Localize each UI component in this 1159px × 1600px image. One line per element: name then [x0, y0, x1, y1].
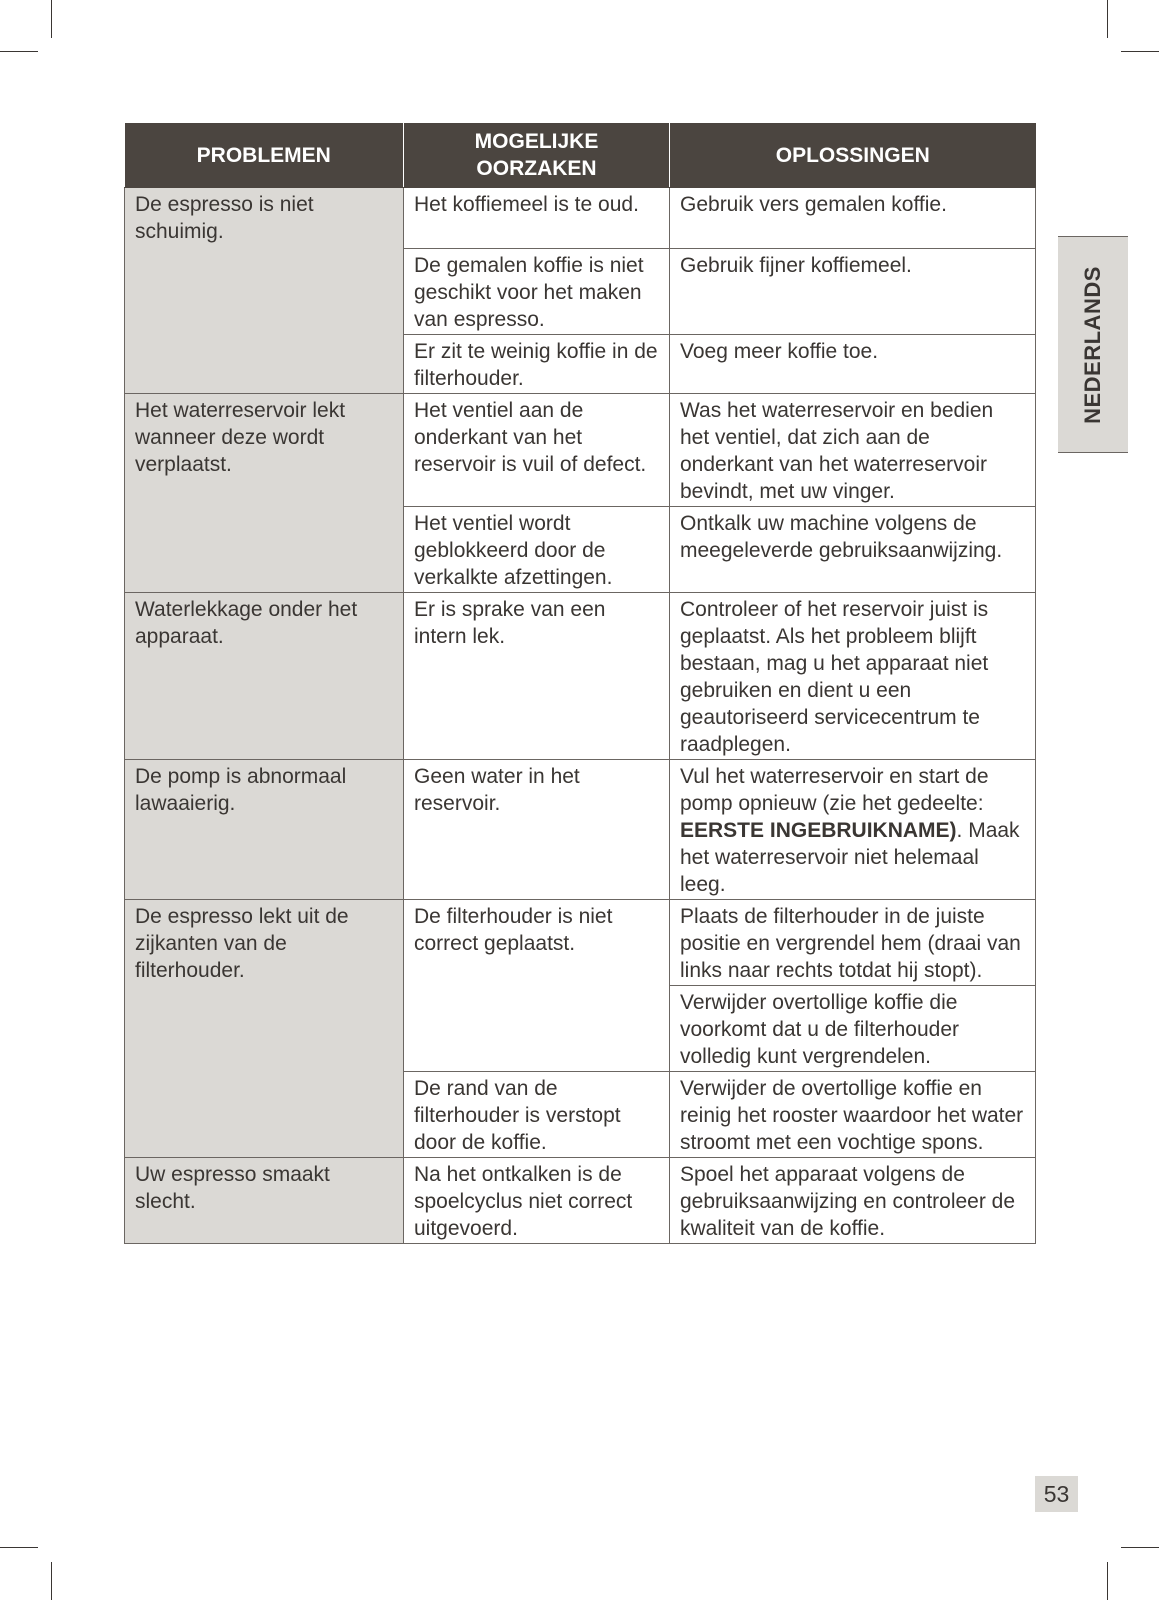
crop-mark: [1107, 1562, 1108, 1600]
header-solutions: OPLOSSINGEN: [670, 123, 1036, 188]
cause-cell: De filterhouder is niet correct geplaatst.: [404, 900, 670, 1072]
cause-cell: De gemalen koffie is niet geschikt voor het maken van espresso.: [404, 249, 670, 335]
solution-cell: Voeg meer koffie toe.: [670, 335, 1036, 394]
problem-cell: Uw espresso smaakt slecht.: [125, 1158, 404, 1244]
solution-cell: Spoel het apparaat volgens de gebruiksaanwijzing en controleer de kwaliteit van de koffie.: [670, 1158, 1036, 1244]
solution-cell: Verwijder de overtollige koffie en reinig het rooster waardoor het water stroomt met een vochtige spons.: [670, 1072, 1036, 1158]
table-row: [125, 394, 1036, 507]
section-reference: EERSTE INGEBRUIKNAME): [680, 819, 957, 842]
table-row: [125, 900, 1036, 986]
crop-mark: [1107, 0, 1108, 38]
page-number: 53: [1035, 1476, 1078, 1512]
problem-cell: Het waterreservoir lekt wanneer deze wordt verplaatst.: [125, 394, 404, 593]
solution-cell: [670, 760, 1036, 900]
solution-cell: Was het waterreservoir en bedien het ventiel, dat zich aan de onderkant van het waterreservoir bevindt, met uw vinger.: [670, 394, 1036, 507]
solution-cell: Plaats de filterhouder in de juiste positie en vergrendel hem (draai van links naar rechts totdat hij stopt).: [670, 900, 1036, 986]
table-row: [125, 760, 1036, 900]
solution-cell: Gebruik fijner koffiemeel.: [670, 249, 1036, 335]
cause-cell: De rand van de filterhouder is verstopt door de koffie.: [404, 1072, 670, 1158]
language-label: NEDERLANDS: [1080, 265, 1106, 424]
crop-mark: [1121, 51, 1159, 52]
cause-cell: Er zit te weinig koffie in de filterhouder.: [404, 335, 670, 394]
cause-cell: Geen water in het reservoir.: [404, 760, 670, 900]
crop-mark: [51, 1562, 52, 1600]
problem-cell: De espresso is niet schuimig.: [125, 188, 404, 394]
table-row: [125, 593, 1036, 760]
table-header-row: [125, 123, 1036, 188]
solution-cell: Controleer of het reservoir juist is geplaatst. Als het probleem blijft bestaan, mag u het apparaat niet gebruiken en dient u een geautoriseerd servicecentrum te raadplegen.: [670, 593, 1036, 760]
cause-cell: Er is sprake van een intern lek.: [404, 593, 670, 760]
problem-cell: Waterlekkage onder het apparaat.: [125, 593, 404, 760]
solution-text: . Maak het waterreservoir niet helemaal leeg.: [680, 819, 1020, 896]
table-row: [125, 188, 1036, 249]
table-row: [125, 1158, 1036, 1244]
problem-cell: De pomp is abnormaal lawaaierig.: [125, 760, 404, 900]
language-tab: [1058, 236, 1128, 453]
solution-cell: Verwijder overtollige koffie die voorkomt dat u de filterhouder volledig kunt vergrendelen.: [670, 986, 1036, 1072]
cause-cell: Het ventiel wordt geblokkeerd door de verkalkte afzettingen.: [404, 507, 670, 593]
solution-cell: Gebruik vers gemalen koffie.: [670, 188, 1036, 249]
troubleshooting-table: [124, 123, 1036, 1244]
header-problems: PROBLEMEN: [125, 123, 404, 188]
cause-cell: Het koffiemeel is te oud.: [404, 188, 670, 249]
crop-mark: [0, 1547, 38, 1548]
header-causes: MOGELIJKE OORZAKEN: [404, 123, 670, 188]
crop-mark: [0, 51, 38, 52]
crop-mark: [51, 0, 52, 38]
solution-text: Vul het waterreservoir en start de pomp opnieuw (zie het gedeelte:: [680, 765, 989, 815]
problem-cell: De espresso lekt uit de zijkanten van de filterhouder.: [125, 900, 404, 1158]
cause-cell: Het ventiel aan de onderkant van het reservoir is vuil of defect.: [404, 394, 670, 507]
solution-cell: Ontkalk uw machine volgens de meegeleverde gebruiksaanwijzing.: [670, 507, 1036, 593]
cause-cell: Na het ontkalken is de spoelcyclus niet correct uitgevoerd.: [404, 1158, 670, 1244]
crop-mark: [1121, 1547, 1159, 1548]
